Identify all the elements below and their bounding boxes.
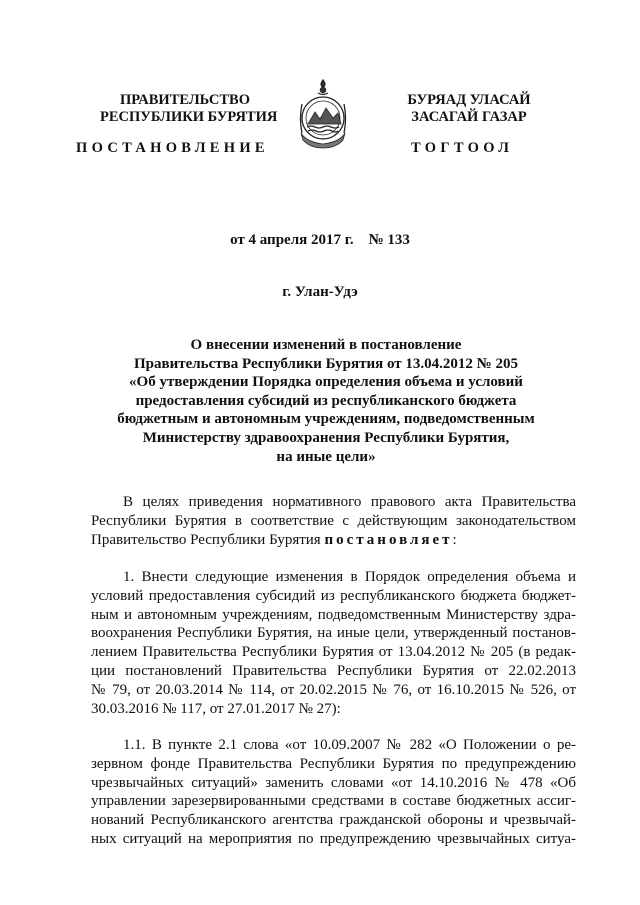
text-line: № 79, от 20.03.2014 № 114, от 20.02.2015 № 76, от 16.10.2015 № 526, от bbox=[91, 681, 576, 698]
org-line: ПРАВИТЕЛЬСТВО bbox=[120, 92, 250, 108]
buryatia-coat-of-arms-icon bbox=[296, 78, 350, 150]
text-line: 1. Внести следующие изменения в Порядок определения объема и bbox=[123, 569, 576, 585]
org-line: БУРЯАД УЛАСАЙ bbox=[407, 92, 531, 108]
text-line: В целях приведения нормативного правового акта Правительства bbox=[123, 494, 576, 510]
text-line: воохранения Республики Бурятия, на иные цели, утвержденный постанов- bbox=[91, 625, 576, 642]
text-line: ных ситуаций на мероприятия по предупреждению чрезвычайных ситуа- bbox=[91, 830, 576, 847]
doc-type-russian: ПОСТАНОВЛЕНИЕ bbox=[76, 140, 269, 156]
text-fragment: : bbox=[452, 531, 457, 548]
text-line: управлении зарезервированными средствами в составе бюджетных ассиг- bbox=[91, 793, 576, 810]
title-line: Министерству здравоохранения Республики Бурятия, bbox=[142, 429, 510, 446]
text-line: ции постановлений Правительства Республики Бурятия от 22.02.2013 bbox=[91, 662, 576, 679]
item-1-paragraph bbox=[91, 568, 576, 718]
org-line: ЗАСАГАЙ ГАЗАР bbox=[411, 109, 527, 125]
text-line: условий предоставления субсидий из республиканского бюджета бюджет- bbox=[91, 587, 576, 604]
doc-type-buryat: ТОГТООЛ bbox=[411, 140, 514, 156]
title-line: бюджетным и автономным учреждениям, подведомственным bbox=[117, 411, 535, 428]
text-line: нований Республиканского агентства гражданской обороны и чрезвычай- bbox=[91, 812, 576, 829]
text-line: зервном фонде Правительства Республики Бурятия по предупреждению bbox=[91, 755, 576, 772]
text-line: 1.1. В пункте 2.1 слова «от 10.09.2007 № 282 «О Положении о ре- bbox=[123, 737, 576, 753]
document-date-number: от 4 апреля 2017 г. № 133 bbox=[230, 232, 410, 248]
document-city: г. Улан-Удэ bbox=[282, 284, 358, 300]
text-line: Республики Бурятия в соответствие с действующим законодательством bbox=[91, 512, 576, 529]
text-line: лением Правительства Республики Бурятия от 13.04.2012 № 205 (в редак- bbox=[91, 644, 576, 661]
text-line: 30.03.2016 № 117, от 27.01.2017 № 27): bbox=[91, 700, 341, 717]
text-line: чрезвычайных ситуаций» заменить словами «от 14.10.2016 № 478 «Об bbox=[91, 774, 576, 791]
title-line: О внесении изменений в постановление bbox=[190, 337, 462, 353]
government-name-buryat bbox=[388, 92, 550, 126]
resolution-keyword: постановляет bbox=[324, 531, 453, 548]
title-line: предоставления субсидий из республиканского бюджета bbox=[135, 392, 517, 409]
preamble-paragraph bbox=[91, 493, 576, 549]
title-line: на иные цели» bbox=[276, 448, 376, 465]
text-fragment: Правительство Республики Бурятия bbox=[91, 531, 325, 548]
document-title bbox=[76, 336, 576, 466]
text-line: ным и автономным учреждениям, подведомственным Министерству здра- bbox=[91, 606, 576, 623]
org-line: РЕСПУБЛИКИ БУРЯТИЯ bbox=[100, 109, 278, 125]
item-1-1-paragraph bbox=[91, 736, 576, 849]
title-line: «Об утверждении Порядка определения объема и условий bbox=[129, 374, 523, 391]
government-name-russian bbox=[100, 92, 278, 126]
text-line bbox=[91, 531, 576, 550]
title-line: Правительства Республики Бурятия от 13.04.2012 № 205 bbox=[133, 355, 518, 372]
